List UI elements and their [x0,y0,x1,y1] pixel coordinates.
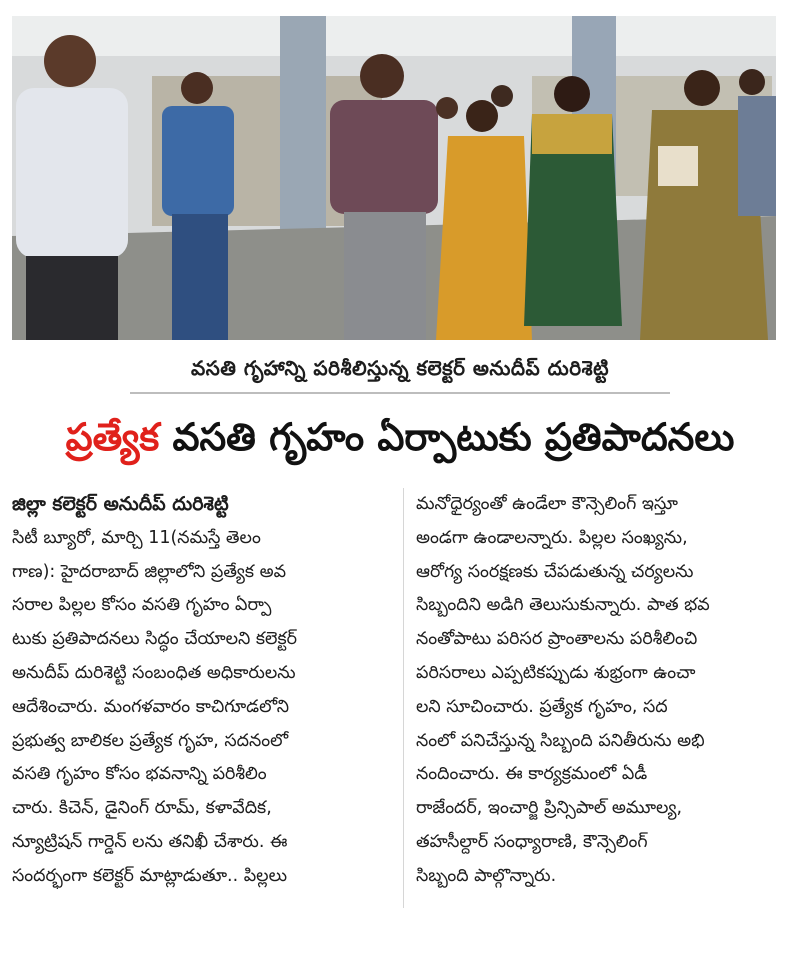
photo-caption: వసతి గృహాన్ని పరిశీలిస్తున్న కలెక్టర్ అనుదీప్ దురిశెట్టి [190,356,610,380]
article-line: నంలో పనిచేస్తున్న సిబ్బంది పనితీరును అభి [416,730,705,751]
article-line: ప్రభుత్వ బాలికల ప్రత్యేక గృహ, సదనంలో [12,730,289,751]
article-line: నంతోపాటు పరిసర ప్రాంతాలను పరిశీలించి [416,629,698,650]
article-line: అండగా ఉండాలన్నారు. పిల్లల సంఖ్యను, [416,527,688,548]
article-line: సిబ్బందిని అడిగి తెలుసుకున్నారు. పాత భవ [416,595,710,616]
headline-text: వసతి గృహం ఏర్పాటుకు ప్రతిపాదనలు [172,415,735,459]
caption-divider [130,392,670,394]
article-line: సందర్భంగా కలెక్టర్ మాట్లాడుతూ.. పిల్లలు [12,865,288,886]
article-line: ఆదేశించారు. మంగళవారం కాచిగూడలోని [12,696,289,717]
article-line: రాజేందర్, ఇంచార్జి ప్రిన్సిపాల్ అమూల్య, [416,798,683,819]
article-line: పరిసరాలు ఎప్పటికప్పుడు శుభ్రంగా ఉంచా [416,662,696,683]
column-divider [403,488,404,908]
headline-accent-word: ప్రత్యేక [65,415,160,459]
headline [0,410,800,464]
article-line: వసతి గృహం కోసం భవనాన్ని పరిశీలిం [12,764,267,785]
article-line: టుకు ప్రతిపాదనలు సిద్ధం చేయాలని కలెక్టర్ [12,629,297,650]
article-line: మనోధైర్యంతో ఉండేలా కౌన్సెలింగ్ ఇస్తూ [416,494,678,514]
byline: జిల్లా కలెక్టర్ అనుదీప్ దురిశెట్టి [12,493,229,515]
article-column-right [416,488,790,894]
article-line: సిబ్బంది పాల్గొన్నారు. [416,865,557,886]
article-line: న్యూట్రిషన్ గార్డెన్ లను తనిఖీ చేశారు. ఈ [12,831,288,852]
article-line: ఆరోగ్య సంరక్షణకు చేపడుతున్న చర్యలను [416,561,694,582]
article-line: చారు. కిచెన్, డైనింగ్ రూమ్, కళావేదిక, [12,798,272,819]
article-line: నందించారు. ఈ కార్యక్రమంలో ఏడీ [416,764,648,785]
news-photo [12,16,776,340]
article-line: తహసీల్దార్ సంధ్యారాణి, కౌన్సెలింగ్ [416,831,648,852]
article-line: సిటీ బ్యూరో, మార్చి 11(నమస్తే తెలం [12,527,261,548]
article-column-left [12,488,396,894]
article-line: సరాల పిల్లల కోసం వసతి గృహం ఏర్పా [12,595,272,616]
article-line: లని సూచించారు. ప్రత్యేక గృహం, సద [416,696,668,717]
article-line: అనుదీప్ దురిశెట్టి సంబంధిత అధికారులను [12,662,296,683]
photo-illustration [12,16,776,340]
article-line: గాణ): హైదరాబాద్ జిల్లాలోని ప్రత్యేక అవ [12,561,287,582]
